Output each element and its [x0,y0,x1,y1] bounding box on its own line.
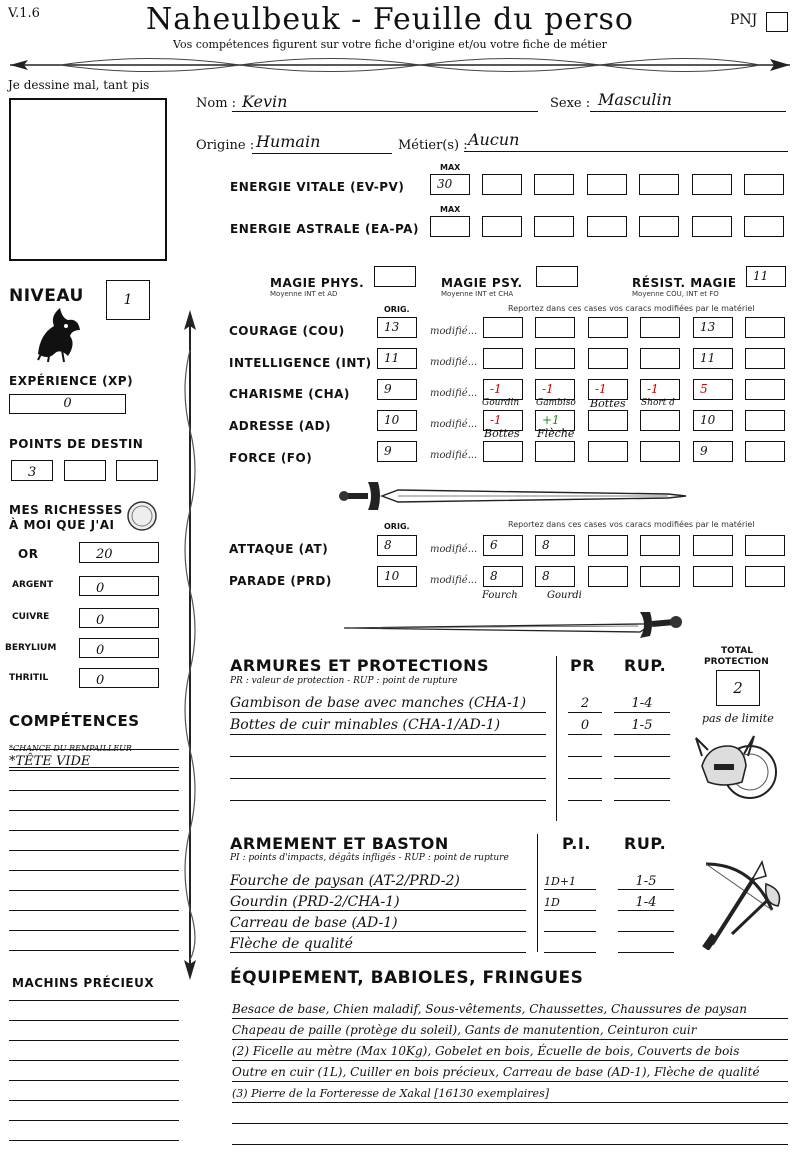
armure-pr: 2 [580,696,590,711]
helmet-shield-icon [694,726,778,810]
equipement-line[interactable] [232,1019,788,1040]
int-mod-2[interactable] [535,348,575,369]
cha-mod-1[interactable]: -1 [483,379,523,400]
carac-orig-label: ORIG. [384,305,410,314]
prd-mod-1[interactable]: 8 [483,566,523,587]
arme-row[interactable] [230,933,680,954]
magie-phys-label: MAGIE PHYS. [270,276,365,290]
fo-mod-2[interactable] [535,441,575,462]
cha-sub-2: Gambiso [536,398,576,408]
machins-label: MACHINS PRÉCIEUX [12,976,155,990]
total-protection-label-2: PROTECTION [704,657,769,667]
pnj-checkbox[interactable] [766,12,788,32]
carac-note: Reportez dans ces cases vos caracs modifiées par le matériel [508,304,755,313]
armures-title: ARMURES ET PROTECTIONS [230,656,489,675]
header-spear-ornament [0,52,800,78]
competences-blank-lines [9,770,179,951]
cuivre-label: CUIVRE [12,612,50,622]
fo-mod-1[interactable] [483,441,523,462]
cha-mod-4[interactable]: -1 [640,379,680,400]
prd-orig[interactable]: 10 [377,566,417,587]
total-protection-label-1: TOTAL [721,646,753,656]
ev-label: ENERGIE VITALE (EV-PV) [230,180,405,194]
armure-row[interactable] [230,758,680,780]
magie-phys-sub: Moyenne INT et AD [270,290,338,298]
armure-rup: 1-5 [631,718,653,733]
fo-mod-3[interactable] [588,441,628,462]
armement-title: ARMEMENT ET BASTON [230,834,449,853]
armure-name: Bottes de cuir minables (CHA-1/AD-1) [230,717,501,733]
prd-mod-5[interactable] [693,566,733,587]
competence-2: *TÊTE VIDE [9,754,91,769]
berylium-value: 0 [96,643,105,658]
fo-orig[interactable]: 9 [377,441,417,462]
at-label: ATTAQUE (AT) [229,542,329,556]
metier-value: Aucun [468,130,520,149]
ad-mod-5[interactable]: 10 [693,410,733,431]
berylium-label: BERYLIUM [5,643,57,653]
niveau-label: NIVEAU [9,286,84,306]
int-mod-6[interactable] [745,348,785,369]
ad-mod-2[interactable]: +1 [535,410,575,431]
equipement-line[interactable] [232,998,788,1019]
arme-name: Flèche de qualité [230,936,353,952]
nom-value: Kevin [242,92,288,111]
ad-sub-1: Bottes [484,427,520,440]
prd-mod-3[interactable] [588,566,628,587]
version-label: V.1.6 [8,6,40,21]
niveau-value: 1 [123,292,133,308]
resist-magie-sub: Moyenne COU, INT et FO [632,290,719,298]
portrait-frame[interactable] [9,98,167,261]
magie-psy-box[interactable] [536,266,578,287]
combat-note: Reportez dans ces cases vos caracs modifiées par le matériel [508,520,755,529]
prd-mod-4[interactable] [640,566,680,587]
sexe-value: Masculin [598,90,672,109]
berylium-box[interactable] [79,638,159,658]
thritil-box[interactable] [79,668,159,688]
ea-box-3[interactable] [587,216,627,237]
page-title: Naheulbeuk - Feuille du perso [146,2,634,37]
ad-mod-1[interactable]: -1 [483,410,523,431]
dragon-icon [30,304,84,364]
nom-label: Nom : [196,96,237,111]
cou-mod-2[interactable] [535,317,575,338]
equipement-text: Outre en cuir (1L), Cuiller en bois précieux, Carreau de base (AD-1), Flèche de qualité [232,1065,760,1079]
combat-sub-2: Gourdi [547,590,582,601]
combat-orig-label: ORIG. [384,522,410,531]
ea-box-5[interactable] [692,216,732,237]
resist-magie-box[interactable]: 11 [746,266,786,287]
equipement-line[interactable] [232,1103,788,1124]
arme-row[interactable] [230,891,680,912]
fo-modifie: modifié... [430,450,478,461]
ad-sub-2: Flèche [537,427,575,440]
portrait-caption: Je dessine mal, tant pis [8,78,150,92]
fo-mod-4[interactable] [640,441,680,462]
ad-modifie: modifié... [430,419,478,430]
origine-value: Humain [256,132,321,151]
cou-modifie: modifié... [430,326,478,337]
int-label: INTELLIGENCE (INT) [229,356,372,370]
armure-name: Gambison de base avec manches (CHA-1) [230,695,527,711]
armures-table [230,692,680,802]
niveau-box[interactable] [106,280,150,320]
ea-label: ENERGIE ASTRALE (EA-PA) [230,222,419,236]
argent-label: ARGENT [12,580,54,590]
ev-box-6[interactable] [744,174,784,195]
cuivre-value: 0 [96,613,105,628]
ev-box-5[interactable] [692,174,732,195]
equipement-line[interactable] [232,1040,788,1061]
or-value: 20 [96,547,113,562]
page-subtitle: Vos compétences figurent sur votre fiche d'origine et/ou votre fiche de métier [173,38,607,51]
ad-mod-3[interactable] [588,410,628,431]
magie-psy-label: MAGIE PSY. [441,276,523,290]
destin-box-3[interactable] [116,460,158,481]
resist-magie-label: RÉSIST. MAGIE [632,276,737,290]
ea-box-1[interactable] [482,216,522,237]
armement-rup-header: RUP. [624,834,667,853]
pas-de-limite: pas de limite [702,712,774,725]
ev-max-box[interactable]: 30 [430,174,470,195]
magie-psy-sub: Moyenne INT et CHA [441,290,514,298]
cha-sub-1: Gourdin [482,398,520,408]
ev-box-4[interactable] [639,174,679,195]
destin-box-2[interactable] [64,460,106,481]
ad-label: ADRESSE (AD) [229,419,332,433]
cuivre-box[interactable] [79,608,159,628]
cha-mod-5[interactable]: 5 [693,379,733,400]
armure-row[interactable] [230,714,680,736]
xp-box[interactable] [9,394,126,414]
arme-rup: 1-4 [635,895,657,910]
thritil-label: THRITIL [9,673,49,683]
magie-phys-box[interactable] [374,266,416,287]
equipement-text: Besace de base, Chien maladif, Sous-vêtements, Chaussettes, Chaussures de paysan [232,1002,747,1016]
sexe-label: Sexe : [550,96,591,111]
metier-label: Métier(s) : [398,138,468,153]
armure-row[interactable] [230,736,680,758]
ea-max-box[interactable] [430,216,470,237]
weapons-icon [692,854,784,950]
int-mod-4[interactable] [640,348,680,369]
armure-rup: 1-4 [631,696,653,711]
sexe-field[interactable] [590,90,786,112]
armure-pr: 0 [580,718,590,733]
ea-box-6[interactable] [744,216,784,237]
equipement-list [232,998,788,1145]
cou-mod-3[interactable] [588,317,628,338]
at-mod-2[interactable]: 8 [535,535,575,556]
cou-orig[interactable]: 13 [377,317,417,338]
int-mod-1[interactable] [483,348,523,369]
ea-max-label: MAX [440,205,461,214]
ev-box-1[interactable] [482,174,522,195]
ad-orig[interactable]: 10 [377,410,417,431]
at-mod-3[interactable] [588,535,628,556]
armure-row[interactable] [230,692,680,714]
arme-name: Carreau de base (AD-1) [230,915,398,931]
armement-table [230,870,680,954]
at-orig[interactable]: 8 [377,535,417,556]
cha-sub-3: Bottes [590,397,626,410]
armement-pi-header: P.I. [562,834,591,853]
argent-box[interactable] [79,576,159,596]
equipement-text: Chapeau de paille (protège du soleil), Gants de manutention, Ceinturon cuir [232,1023,697,1037]
nom-field[interactable] [232,92,538,112]
equipement-text: (2) Ficelle au mètre (Max 10Kg), Gobelet en bois, Écuelle de bois, Couverts de bois [232,1044,740,1058]
equipement-line[interactable] [232,1061,788,1082]
origine-label: Origine : [196,138,255,153]
sword-icon [338,478,688,514]
xp-value: 0 [63,396,72,411]
cou-mod-6[interactable] [745,317,785,338]
arme-row[interactable] [230,870,680,891]
prd-modifie: modifié... [430,575,478,586]
cha-modifie: modifié... [430,388,478,399]
at-mod-4[interactable] [640,535,680,556]
richesses-label-1: MES RICHESSES [9,503,123,517]
cha-mod-3[interactable]: -1 [588,379,628,400]
origine-field[interactable] [252,132,392,154]
xp-label: EXPÉRIENCE (XP) [9,374,134,388]
fo-mod-5[interactable]: 9 [693,441,733,462]
cha-mod-2[interactable]: -1 [535,379,575,400]
fo-mod-6[interactable] [745,441,785,462]
cou-label: COURAGE (COU) [229,324,345,338]
pnj-label: PNJ [730,12,758,28]
equipement-line[interactable] [232,1124,788,1145]
ea-box-4[interactable] [639,216,679,237]
cha-mod-6[interactable] [745,379,785,400]
destin-label: POINTS DE DESTIN [9,437,144,451]
int-mod-5[interactable]: 11 [693,348,733,369]
armures-rup-header: RUP. [624,656,667,675]
arme-row[interactable] [230,912,680,933]
equipement-text: (3) Pierre de la Forteresse de Xakal [16130 exemplaires] [232,1087,550,1100]
competence-1: *CHANCE DU REMPAILLEUR [9,744,132,753]
cou-mod-1[interactable] [483,317,523,338]
equipement-title: ÉQUIPEMENT, BABIOLES, FRINGUES [230,968,584,988]
prd-mod-6[interactable] [745,566,785,587]
richesses-label-2: À MOI QUE J'AI [9,518,115,532]
at-mod-1[interactable]: 6 [483,535,523,556]
armures-pr-header: PR [570,656,596,675]
total-protection-box[interactable] [716,670,760,706]
ad-mod-6[interactable] [745,410,785,431]
competence-line-1[interactable] [9,736,179,753]
destin-box-1[interactable] [11,460,53,481]
cou-mod-4[interactable] [640,317,680,338]
competence-line-2[interactable] [9,750,179,768]
sword-icon-2 [340,606,686,642]
armement-note: PI : points d'impacts, dégâts infligés - RUP : point de rupture [230,853,509,863]
cha-sub-4: Short d [641,398,675,408]
at-modifie: modifié... [430,544,478,555]
ea-box-2[interactable] [534,216,574,237]
arme-name: Fourche de paysan (AT-2/PRD-2) [230,873,460,889]
int-mod-3[interactable] [588,348,628,369]
arme-pi: 1D [544,896,560,909]
cou-mod-5[interactable]: 13 [693,317,733,338]
at-mod-6[interactable] [745,535,785,556]
prd-mod-2[interactable]: 8 [535,566,575,587]
arme-rup: 1-5 [635,874,657,889]
int-orig[interactable]: 11 [377,348,417,369]
arme-name: Gourdin (PRD-2/CHA-1) [230,894,400,910]
coin-icon [126,500,158,532]
vertical-spear-ornament [178,310,202,980]
ev-max-label: MAX [440,163,461,172]
thritil-value: 0 [96,673,105,688]
ad-mod-4[interactable] [640,410,680,431]
arme-pi: 1D+1 [544,875,577,888]
armures-note: PR : valeur de protection - RUP : point de rupture [230,676,458,686]
fo-label: FORCE (FO) [229,451,313,465]
or-label: OR [18,547,39,561]
at-mod-5[interactable] [693,535,733,556]
competences-label: COMPÉTENCES [9,712,140,730]
total-protection-value: 2 [733,679,743,697]
equipement-line[interactable] [232,1082,788,1103]
ev-box-3[interactable] [587,174,627,195]
argent-value: 0 [96,581,105,596]
ev-box-2[interactable] [534,174,574,195]
armure-row[interactable] [230,780,680,802]
competences-list [9,736,179,768]
prd-label: PARADE (PRD) [229,574,332,588]
cha-orig[interactable]: 9 [377,379,417,400]
destin-value: 3 [28,465,37,480]
int-modifie: modifié... [430,357,478,368]
metier-field[interactable] [464,130,788,152]
machins-lines [9,1000,179,1141]
cha-label: CHARISME (CHA) [229,387,350,401]
or-box[interactable] [79,542,159,563]
combat-sub-1: Fourch [482,590,518,601]
